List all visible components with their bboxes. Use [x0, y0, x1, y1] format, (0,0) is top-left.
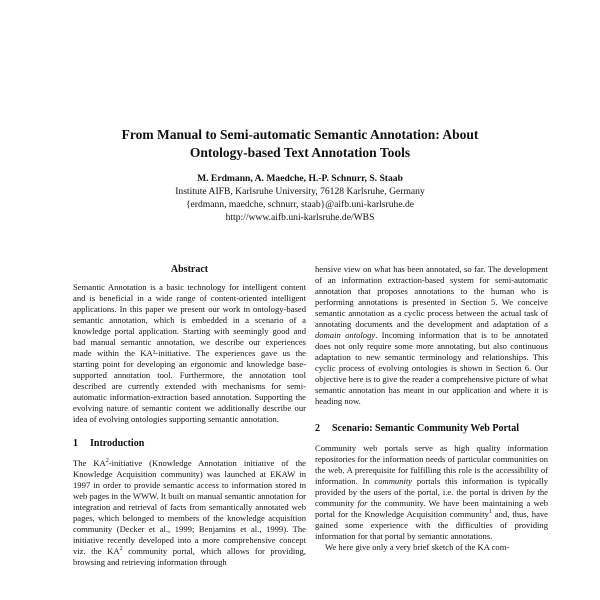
abstract-text: Semantic Annotation is a basic technology for intelligent content and is beneficial in a wide range of content-oriented intelligent applications. In this paper we present our work in ontology-based semantic annotation, which is embedded in a scenario of a knowledge portal application. Starting with seemingly good and bad manual semantic annotation, we describe our experiences made within the KA²-initiative. The experiences gave us the starting point for developing an ergonomic and knowledge base-supported annotation tool. Furthermore, the annotation tool described are currently extended with mechanisms for semi-automatic information-extraction based annotation. Supporting the evolving nature of semantic content we additionally describe our idea of evolving ontologies supporting semantic annotation.: [73, 282, 306, 424]
cont-italic: domain ontology: [315, 330, 376, 340]
affiliation: Institute AIFB, Karlsruhe University, 76128 Karlsruhe, Germany: [175, 186, 425, 197]
left-column: [73, 264, 306, 568]
scenario-paragraph-2: We here give only a very brief sketch of the KA com-: [325, 542, 510, 552]
paper-title-line-2: Ontology-based Text Annotation Tools: [189, 145, 411, 160]
section-1-title: Introduction: [90, 438, 145, 449]
authors: M. Erdmann, A. Maedche, H.-P. Schnurr, S. Staab: [197, 173, 403, 184]
intro-sup-2: 2: [119, 546, 123, 553]
section-1-heading: [73, 438, 306, 450]
scen-text-c: the community: [315, 487, 548, 508]
right-column: [315, 264, 548, 553]
paper-title-line-1: From Manual to Semi-automatic Semantic Annotation: About: [121, 127, 479, 142]
intro-text-b: -initiative (Knowledge Annotation initiative of the Knowledge Acquisition community) was launched at EKAW in 1997 in order to provide semantic access to information stored in web pages in the WWW. It built on manual semantic annotation for integration and retrieval of facts from semantically annotated web pages, which belonged to members of the knowledge acquisition community (Decker et al., 1999; Benjamins et al., 1999). The initiative recently developed into a more comprehensive concept viz. the KA: [73, 458, 306, 556]
introduction-paragraph: [73, 458, 306, 568]
section-2-title: Scenario: Semantic Community Web Portal: [332, 423, 520, 434]
scen-italic-1: community: [374, 476, 413, 486]
cont-text-b: . Incoming information that is to be annotated does not only require some more annotating, but also continuous adaptation to new semantic terminology and relationships. This cyclic process of evolving ontologies is shown in Section 6. Our objective here is to give the reader a comprehensive picture of what semantic annotation has meant in our application and where it is heading now.: [315, 330, 548, 406]
abstract-heading: Abstract: [170, 264, 209, 275]
scen-text-a: Community web portals serve as high quality information repositories for the information needs of particular communities on the web. A prerequisite for fulfilling this role is the accessibility of information. In: [315, 443, 548, 486]
section-2-number: 2: [315, 423, 320, 434]
intro-sup-1: 2: [105, 458, 109, 465]
scen-italic-2: by: [526, 487, 535, 497]
scen-footnote-mark: 1: [488, 509, 492, 516]
section-1-number: 1: [73, 438, 78, 449]
author-emails: {erdmann, maedche, schnurr, staab}@aifb.uni-karlsruhe.de: [185, 199, 415, 210]
scen-text-e: and, thus, have gained some experience with the difficulties of providing information for that portal by semantic annotations.: [315, 509, 548, 541]
scen-text-d: the community. We have been maintaining a web portal for the Knowledge Acquisition community: [315, 498, 548, 519]
continued-paragraph: [315, 264, 548, 407]
scen-text-b: portals this information is typically provided by the users of the portal, i.e. the portal is driven: [315, 476, 548, 497]
section-2-heading: [315, 423, 548, 435]
scen-italic-3: for: [357, 498, 368, 508]
scenario-paragraph: [315, 443, 548, 542]
intro-text-c: community portal, which allows for providing, browsing and retrieving information through: [73, 546, 306, 567]
cont-text-a: hensive view on what has been annotated, so far. The development of an information extraction-based system for semi-automatic annotation that proposes annotations to the human who is performing annotations is presented in Section 5. We conceive semantic annotation as a cyclic process between the actual task of annotating documents and the development and adaptation of a: [315, 264, 548, 329]
group-url: http://www.aifb.uni-karlsruhe.de/WBS: [225, 212, 375, 223]
intro-text-a: The KA: [73, 458, 106, 468]
